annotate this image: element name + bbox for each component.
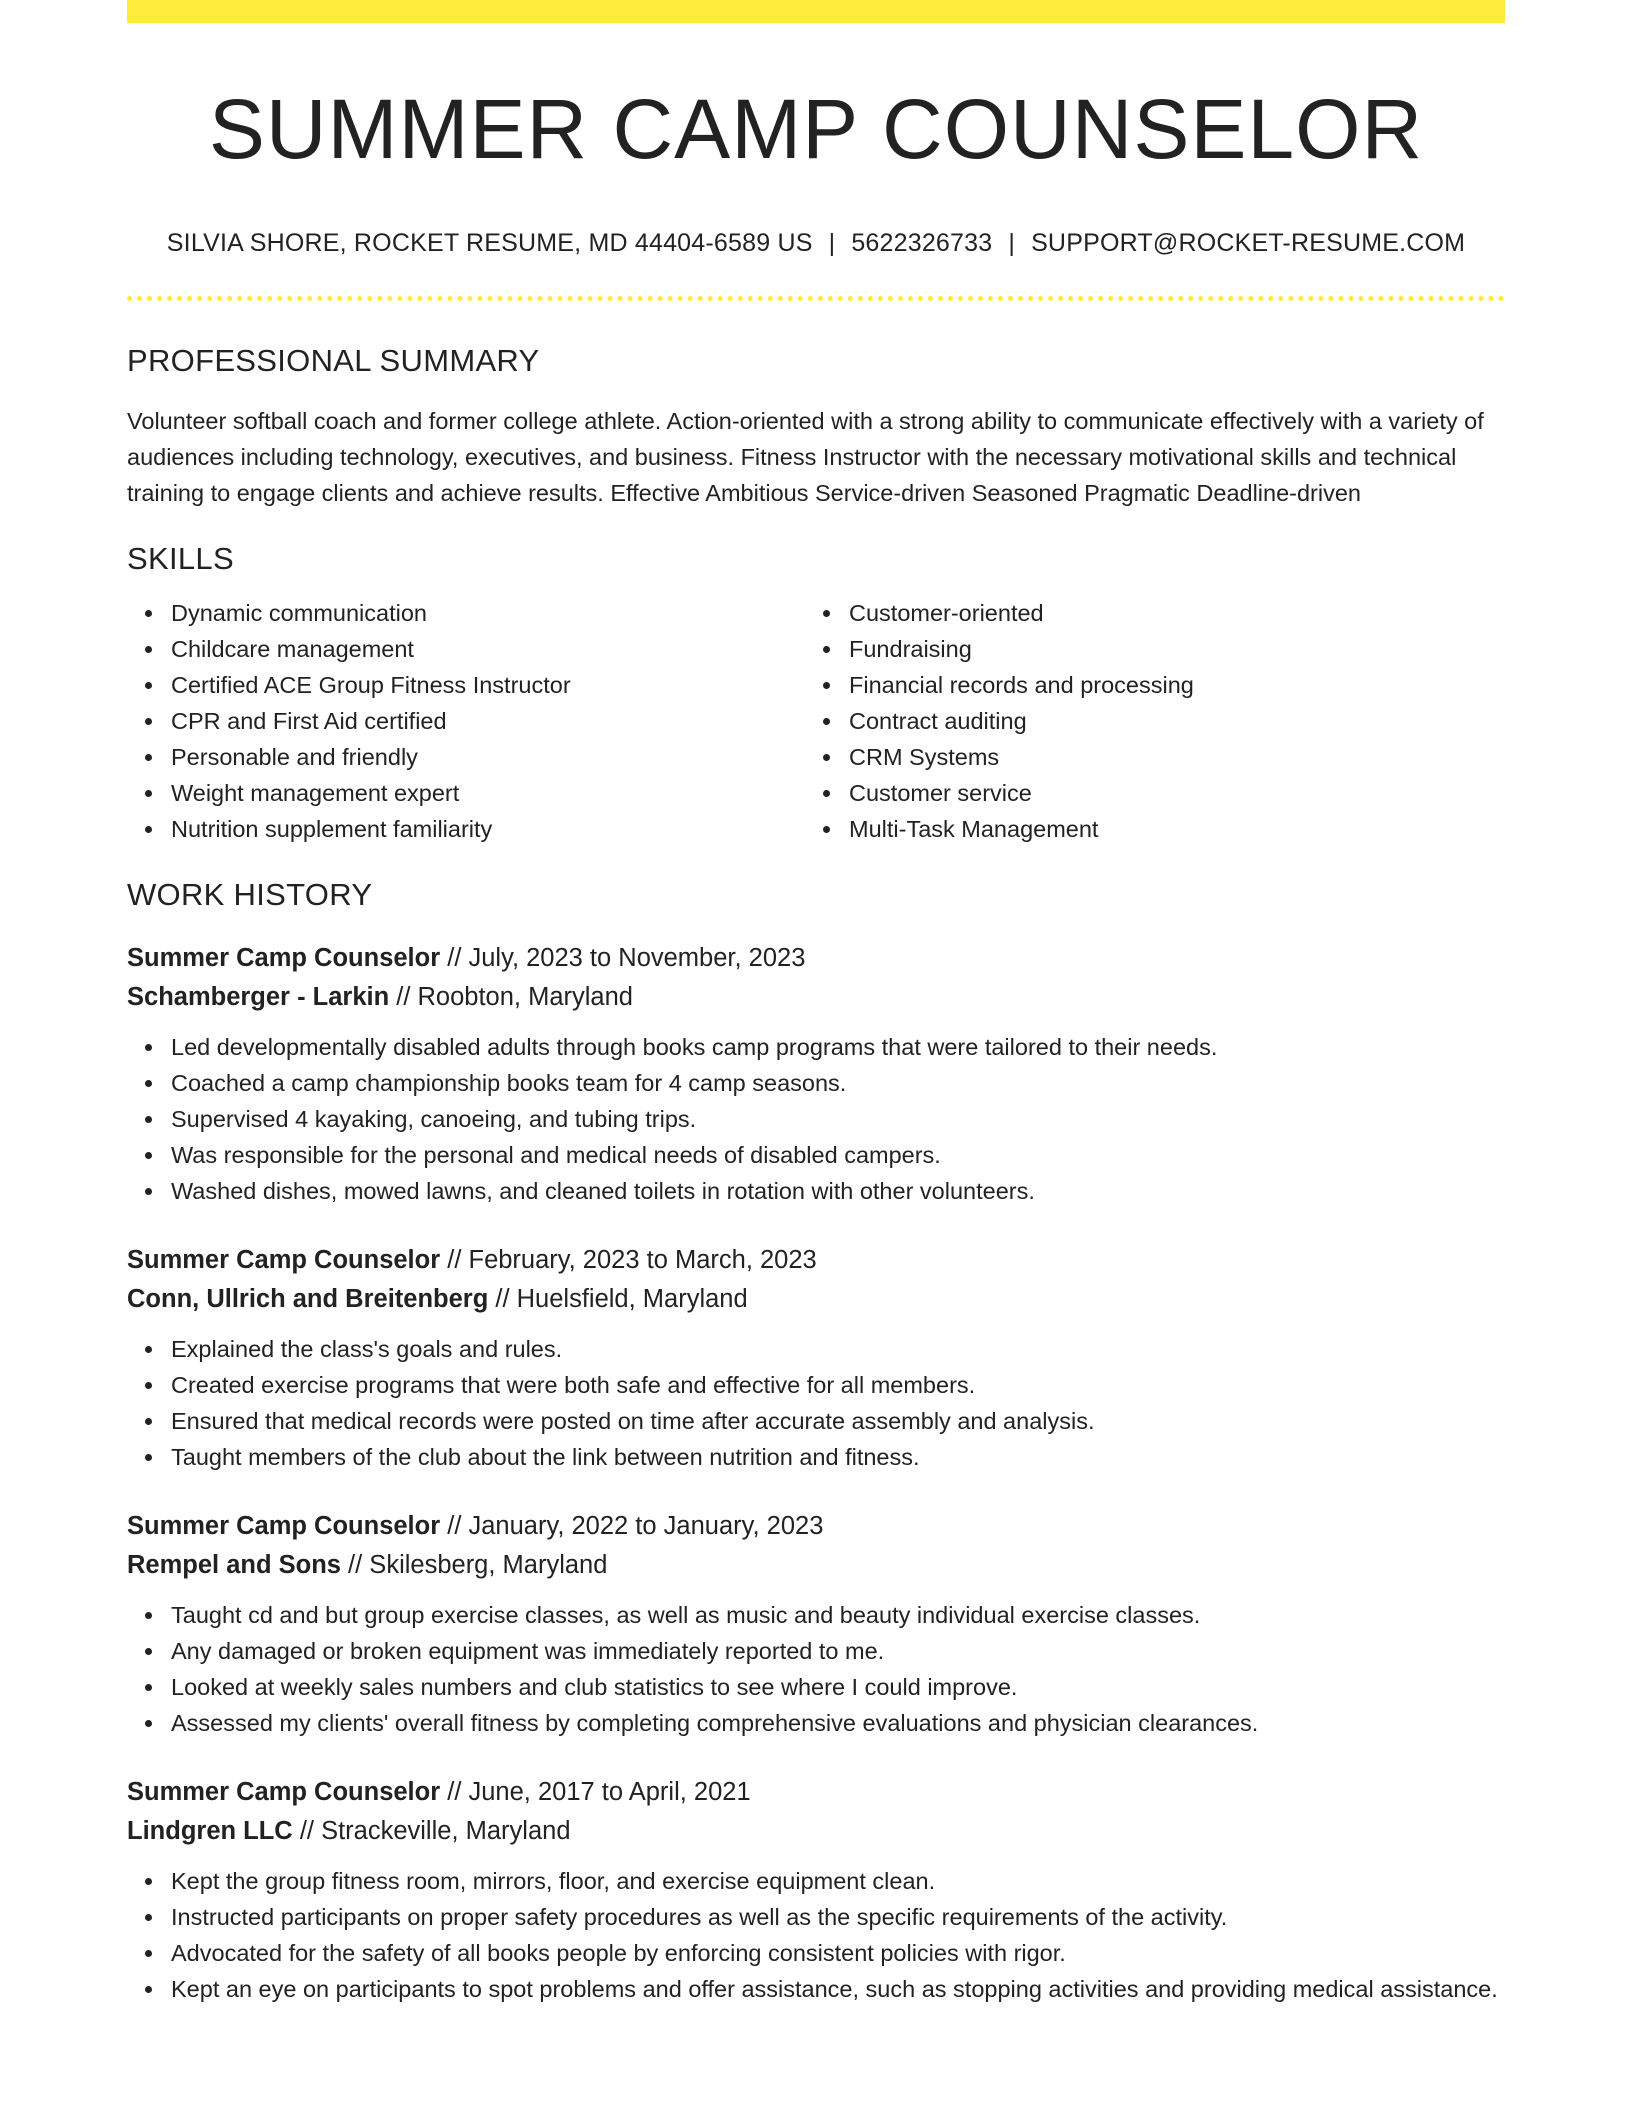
job-entry: [127, 939, 1505, 1209]
job-company-line: [127, 1546, 1505, 1585]
job-bullets: [127, 1863, 1505, 2007]
job-bullet: Explained the class's goals and rules.: [171, 1331, 1505, 1367]
job-bullet: Created exercise programs that were both safe and effective for all members.: [171, 1367, 1505, 1403]
skills-list-left: [127, 595, 805, 847]
job-entry: [127, 1773, 1505, 2007]
contact-address: SILVIA SHORE, ROCKET RESUME, MD 44404-6589 US: [166, 229, 813, 258]
skill-item: Dynamic communication: [171, 595, 805, 631]
dotted-divider: [127, 296, 1505, 301]
skill-item: CRM Systems: [849, 739, 1483, 775]
job-company: Conn, Ullrich and Breitenberg: [127, 1285, 489, 1314]
section-heading-work: WORK HISTORY: [127, 877, 373, 913]
job-title-line: [127, 1507, 1505, 1546]
contact-email: SUPPORT@ROCKET-RESUME.COM: [1031, 229, 1466, 258]
job-dates: // February, 2023 to March, 2023: [440, 1246, 817, 1275]
summary-text: Volunteer softball coach and former college athlete. Action-oriented with a strong ability to communicate effectively with a variety of audiences including technology, executives, and business. Fitness Instructor with the necessary motivational skills and technical training to engage clients and achieve results. Effective Ambitious Service-driven Seasoned Pragmatic Deadline-driven: [127, 408, 1484, 507]
job-title: Summer Camp Counselor: [127, 1246, 441, 1275]
job-location: // Roobton, Maryland: [389, 983, 633, 1012]
job-bullet: Coached a camp championship books team for 4 camp seasons.: [171, 1065, 1505, 1101]
job-dates: // June, 2017 to April, 2021: [440, 1778, 751, 1807]
skill-item: Weight management expert: [171, 775, 805, 811]
job-bullet: Washed dishes, mowed lawns, and cleaned toilets in rotation with other volunteers.: [171, 1173, 1505, 1209]
job-bullet: Advocated for the safety of all books people by enforcing consistent policies with rigor.: [171, 1935, 1505, 1971]
job-entry: [127, 1241, 1505, 1475]
skill-item: Certified ACE Group Fitness Instructor: [171, 667, 805, 703]
skills-grid: [127, 595, 1505, 847]
skill-item: Multi-Task Management: [849, 811, 1483, 847]
section-heading-summary: PROFESSIONAL SUMMARY: [127, 343, 540, 379]
skill-item: Childcare management: [171, 631, 805, 667]
job-location: // Skilesberg, Maryland: [340, 1551, 608, 1580]
job-bullet: Kept an eye on participants to spot problems and offer assistance, such as stopping activities and providing medical assistance.: [171, 1971, 1505, 2007]
job-dates: // January, 2022 to January, 2023: [440, 1512, 824, 1541]
job-title-line: [127, 939, 1505, 978]
job-company: Rempel and Sons: [127, 1551, 341, 1580]
job-bullet: Kept the group fitness room, mirrors, floor, and exercise equipment clean.: [171, 1863, 1505, 1899]
job-bullet: Was responsible for the personal and medical needs of disabled campers.: [171, 1137, 1505, 1173]
job-bullet: Looked at weekly sales numbers and club statistics to see where I could improve.: [171, 1669, 1505, 1705]
job-bullets: [127, 1029, 1505, 1209]
job-company-line: [127, 1280, 1505, 1319]
skill-item: Contract auditing: [849, 703, 1483, 739]
skills-column-left: [127, 595, 805, 847]
job-title-line: [127, 1773, 1505, 1812]
job-company-line: [127, 978, 1505, 1017]
job-location: // Strackeville, Maryland: [292, 1817, 571, 1846]
skills-list-right: [805, 595, 1483, 847]
professional-summary-section: [127, 343, 1505, 511]
job-bullet: Any damaged or broken equipment was immediately reported to me.: [171, 1633, 1505, 1669]
section-heading-skills: SKILLS: [127, 541, 234, 577]
job-bullet: Taught members of the club about the link between nutrition and fitness.: [171, 1439, 1505, 1475]
job-dates: // July, 2023 to November, 2023: [440, 944, 806, 973]
job-bullet: Taught cd and but group exercise classes, as well as music and beauty individual exercise classes.: [171, 1597, 1505, 1633]
job-title: Summer Camp Counselor: [127, 944, 441, 973]
skill-item: Personable and friendly: [171, 739, 805, 775]
job-title: Summer Camp Counselor: [127, 1512, 441, 1541]
job-company: Schamberger - Larkin: [127, 983, 390, 1012]
skill-item: Customer service: [849, 775, 1483, 811]
job-company: Lindgren LLC: [127, 1817, 293, 1846]
job-bullets: [127, 1597, 1505, 1741]
job-bullets: [127, 1331, 1505, 1475]
contact-line: [127, 229, 1505, 258]
skill-item: Nutrition supplement familiarity: [171, 811, 805, 847]
job-title-line: [127, 1241, 1505, 1280]
skills-column-right: [805, 595, 1483, 847]
accent-bar: [127, 0, 1505, 23]
job-bullet: Assessed my clients' overall fitness by completing comprehensive evaluations and physician clearances.: [171, 1705, 1505, 1741]
skill-item: Fundraising: [849, 631, 1483, 667]
resume-page: [127, 0, 1505, 2007]
skill-item: CPR and First Aid certified: [171, 703, 805, 739]
contact-separator: |: [1008, 229, 1016, 258]
job-entry: [127, 1507, 1505, 1741]
skills-section: [127, 541, 1505, 847]
job-bullet: Supervised 4 kayaking, canoeing, and tubing trips.: [171, 1101, 1505, 1137]
resume-title: SUMMER CAMP COUNSELOR: [208, 82, 1424, 176]
job-bullet: Led developmentally disabled adults through books camp programs that were tailored to their needs.: [171, 1029, 1505, 1065]
contact-separator: |: [828, 229, 836, 258]
job-title: Summer Camp Counselor: [127, 1778, 441, 1807]
job-location: // Huelsfield, Maryland: [488, 1285, 748, 1314]
contact-phone: 5622326733: [851, 229, 993, 258]
job-company-line: [127, 1812, 1505, 1851]
job-bullet: Ensured that medical records were posted on time after accurate assembly and analysis.: [171, 1403, 1505, 1439]
skill-item: Financial records and processing: [849, 667, 1483, 703]
work-history-section: [127, 877, 1505, 2007]
job-bullet: Instructed participants on proper safety procedures as well as the specific requirements of the activity.: [171, 1899, 1505, 1935]
skill-item: Customer-oriented: [849, 595, 1483, 631]
